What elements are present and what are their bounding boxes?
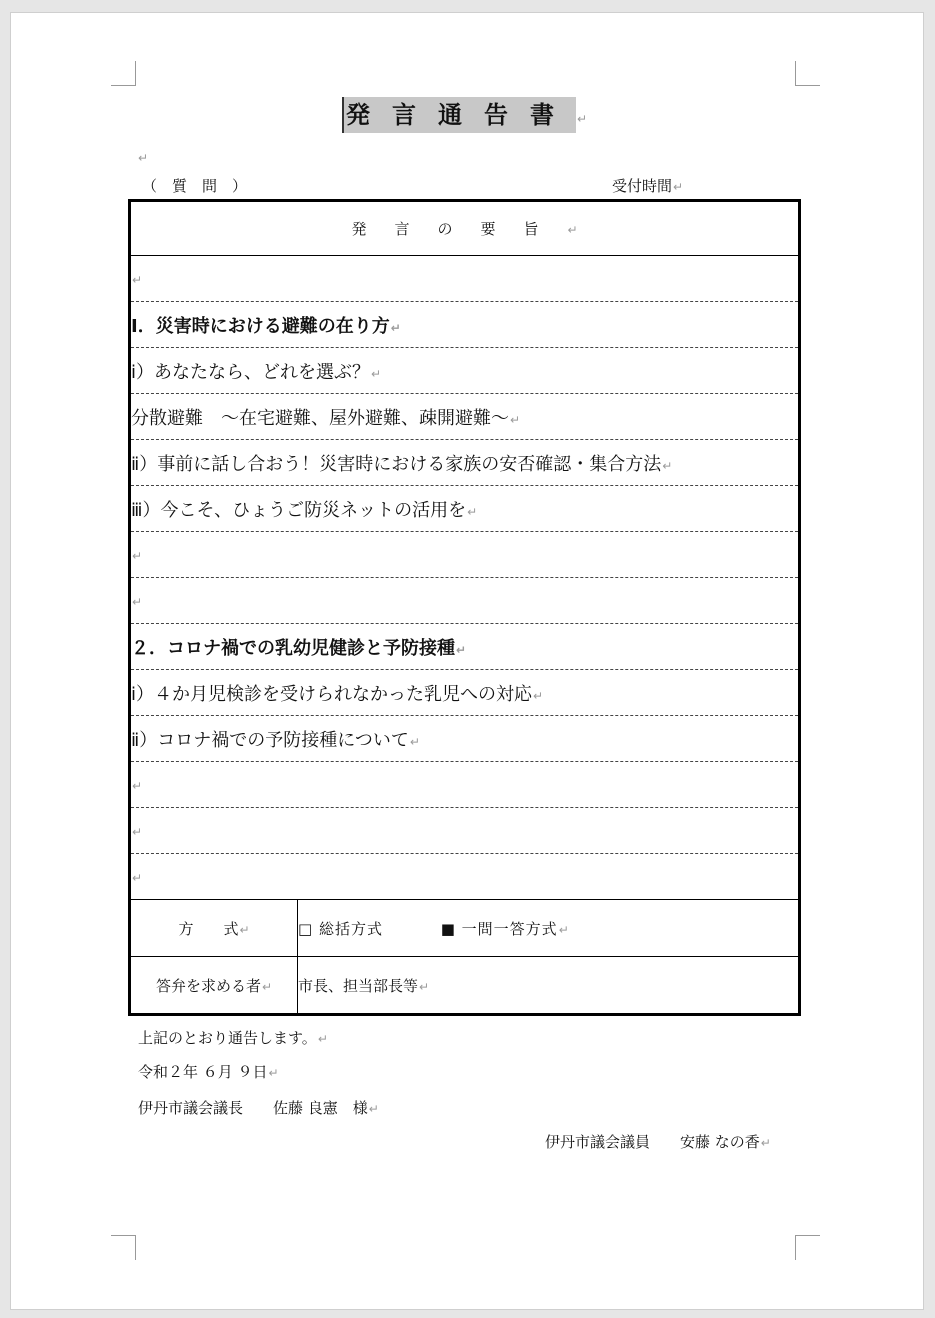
footer-table-row (130, 900, 800, 1015)
reception-time-text: 受付時間 (612, 177, 673, 195)
summary-line-cell[interactable] (130, 532, 800, 578)
summary-line-cell[interactable] (130, 256, 800, 302)
paragraph-mark: ↵ (132, 549, 143, 563)
paragraph-mark: ↵ (317, 1032, 328, 1046)
summary-line-cell[interactable] (130, 348, 800, 394)
summary-line-cell[interactable] (130, 854, 800, 900)
paragraph-mark: ↵ (390, 320, 401, 335)
sender-text: 伊丹市議会議員 安藤 なの香 (545, 1133, 760, 1151)
summary-line-cell[interactable] (130, 808, 800, 854)
summary-line[interactable] (130, 440, 800, 486)
paragraph-mark: ↵ (268, 1066, 279, 1080)
method-option-one-by-one[interactable]: ■ 一問一答方式 (440, 919, 558, 938)
summary-line-cell[interactable] (130, 440, 800, 486)
subtopic-text: ⅱ）コロナ禍での予防接種について (131, 729, 409, 751)
summary-line-cell[interactable] (130, 624, 800, 670)
paragraph-mark: ↵ (239, 922, 250, 937)
method-option-summary[interactable]: □ 総括方式 (298, 919, 383, 938)
subtopic-text: ⅰ）あなたなら、どれを選ぶ？ (131, 361, 370, 383)
summary-line-cell[interactable] (130, 670, 800, 716)
respondent-label: 答弁を求める者 (155, 976, 261, 995)
method-options-cell[interactable] (298, 900, 799, 957)
paragraph-mark: ↵ (132, 779, 143, 793)
paragraph-mark: ↵ (419, 979, 430, 994)
topic-heading-1: Ⅰ．災害時における避難の在り方 (131, 315, 390, 337)
paragraph-mark: ↵ (510, 412, 521, 427)
paragraph-mark: ↵ (673, 180, 684, 194)
date-text: 令和２年 ６月 ９日 (138, 1063, 268, 1081)
paragraph-mark: ↵ (132, 595, 143, 609)
reception-time-label (612, 175, 683, 196)
method-label-cell (131, 900, 298, 957)
empty-paragraph (137, 147, 148, 166)
sender-line (545, 1131, 771, 1152)
summary-line[interactable] (130, 348, 800, 394)
date-line (138, 1061, 279, 1082)
respondent-value: 市長、担当部長等 (298, 976, 419, 995)
respondent-label-cell (131, 957, 298, 1014)
summary-line[interactable] (130, 578, 800, 624)
addressee-line (138, 1097, 379, 1118)
summary-line[interactable] (130, 532, 800, 578)
summary-line-cell[interactable] (130, 394, 800, 440)
summary-line[interactable] (130, 394, 800, 440)
summary-line[interactable] (130, 762, 800, 808)
paragraph-mark: ↵ (132, 871, 143, 885)
paragraph-mark: ↵ (261, 979, 273, 994)
paragraph-mark: ↵ (132, 273, 143, 287)
title-wrap[interactable] (342, 97, 587, 133)
summary-line-cell[interactable] (130, 302, 800, 348)
document-title[interactable]: 発言通告書 (342, 97, 576, 133)
paragraph-mark: ↵ (567, 223, 578, 237)
footer-table-cell (130, 900, 800, 1015)
summary-header-row (130, 201, 800, 256)
paragraph-mark: ↵ (533, 688, 544, 703)
subtopic-text: ⅰ）４か月児検診を受けられなかった乳児への対応 (131, 683, 532, 705)
method-label: 方 式 (178, 919, 239, 938)
summary-line[interactable] (130, 670, 800, 716)
question-label: （ 質 問 ） (142, 177, 248, 195)
summary-line[interactable] (130, 486, 800, 532)
crop-mark-bottom-right (795, 1235, 820, 1260)
summary-line[interactable] (130, 716, 800, 762)
paragraph-mark: ↵ (467, 504, 478, 519)
respondent-row (131, 957, 798, 1014)
paragraph-mark: ↵ (662, 458, 673, 473)
notice-line (138, 1027, 328, 1048)
speech-summary-table (128, 199, 801, 1016)
summary-header-cell (130, 201, 800, 256)
paragraph-mark: ↵ (132, 825, 143, 839)
summary-line[interactable] (130, 624, 800, 670)
summary-line[interactable] (130, 302, 800, 348)
paragraph-mark: ↵ (138, 151, 149, 165)
crop-mark-bottom-left (111, 1235, 136, 1260)
crop-mark-top-left (111, 61, 136, 86)
paragraph-mark: ↵ (409, 734, 420, 749)
summary-header: 発言の要旨 (351, 220, 567, 238)
paragraph-mark: ↵ (577, 112, 588, 126)
summary-line[interactable] (130, 854, 800, 900)
addressee-text: 伊丹市議会議長 佐藤 良憲 様 (138, 1099, 368, 1117)
summary-line-cell[interactable] (130, 578, 800, 624)
summary-line[interactable] (130, 256, 800, 302)
document-page (10, 12, 924, 1310)
method-respondent-table (131, 900, 798, 1013)
detail-text: 分散避難 ～在宅避難、屋外避難、疎開避難～ (131, 407, 509, 429)
subtopic-text: ⅲ）今こそ、ひょうご防災ネットの活用を (131, 499, 467, 521)
respondent-value-cell[interactable] (298, 957, 799, 1014)
summary-line-cell[interactable] (130, 762, 800, 808)
method-row (131, 900, 798, 957)
paragraph-mark: ↵ (456, 642, 467, 657)
notice-text: 上記のとおり通告します。 (138, 1029, 317, 1047)
paragraph-mark: ↵ (368, 1102, 379, 1116)
summary-line[interactable] (130, 808, 800, 854)
paragraph-mark: ↵ (760, 1136, 771, 1150)
topic-heading-2: ２．コロナ禍での乳幼児健診と予防接種 (131, 637, 455, 659)
subtopic-text: ⅱ）事前に話し合おう！災害時における家族の安否確認・集合方法 (131, 453, 662, 475)
paragraph-mark: ↵ (371, 366, 382, 381)
summary-line-cell[interactable] (130, 716, 800, 762)
crop-mark-top-right (795, 61, 820, 86)
summary-line-cell[interactable] (130, 486, 800, 532)
paragraph-mark: ↵ (558, 922, 570, 937)
